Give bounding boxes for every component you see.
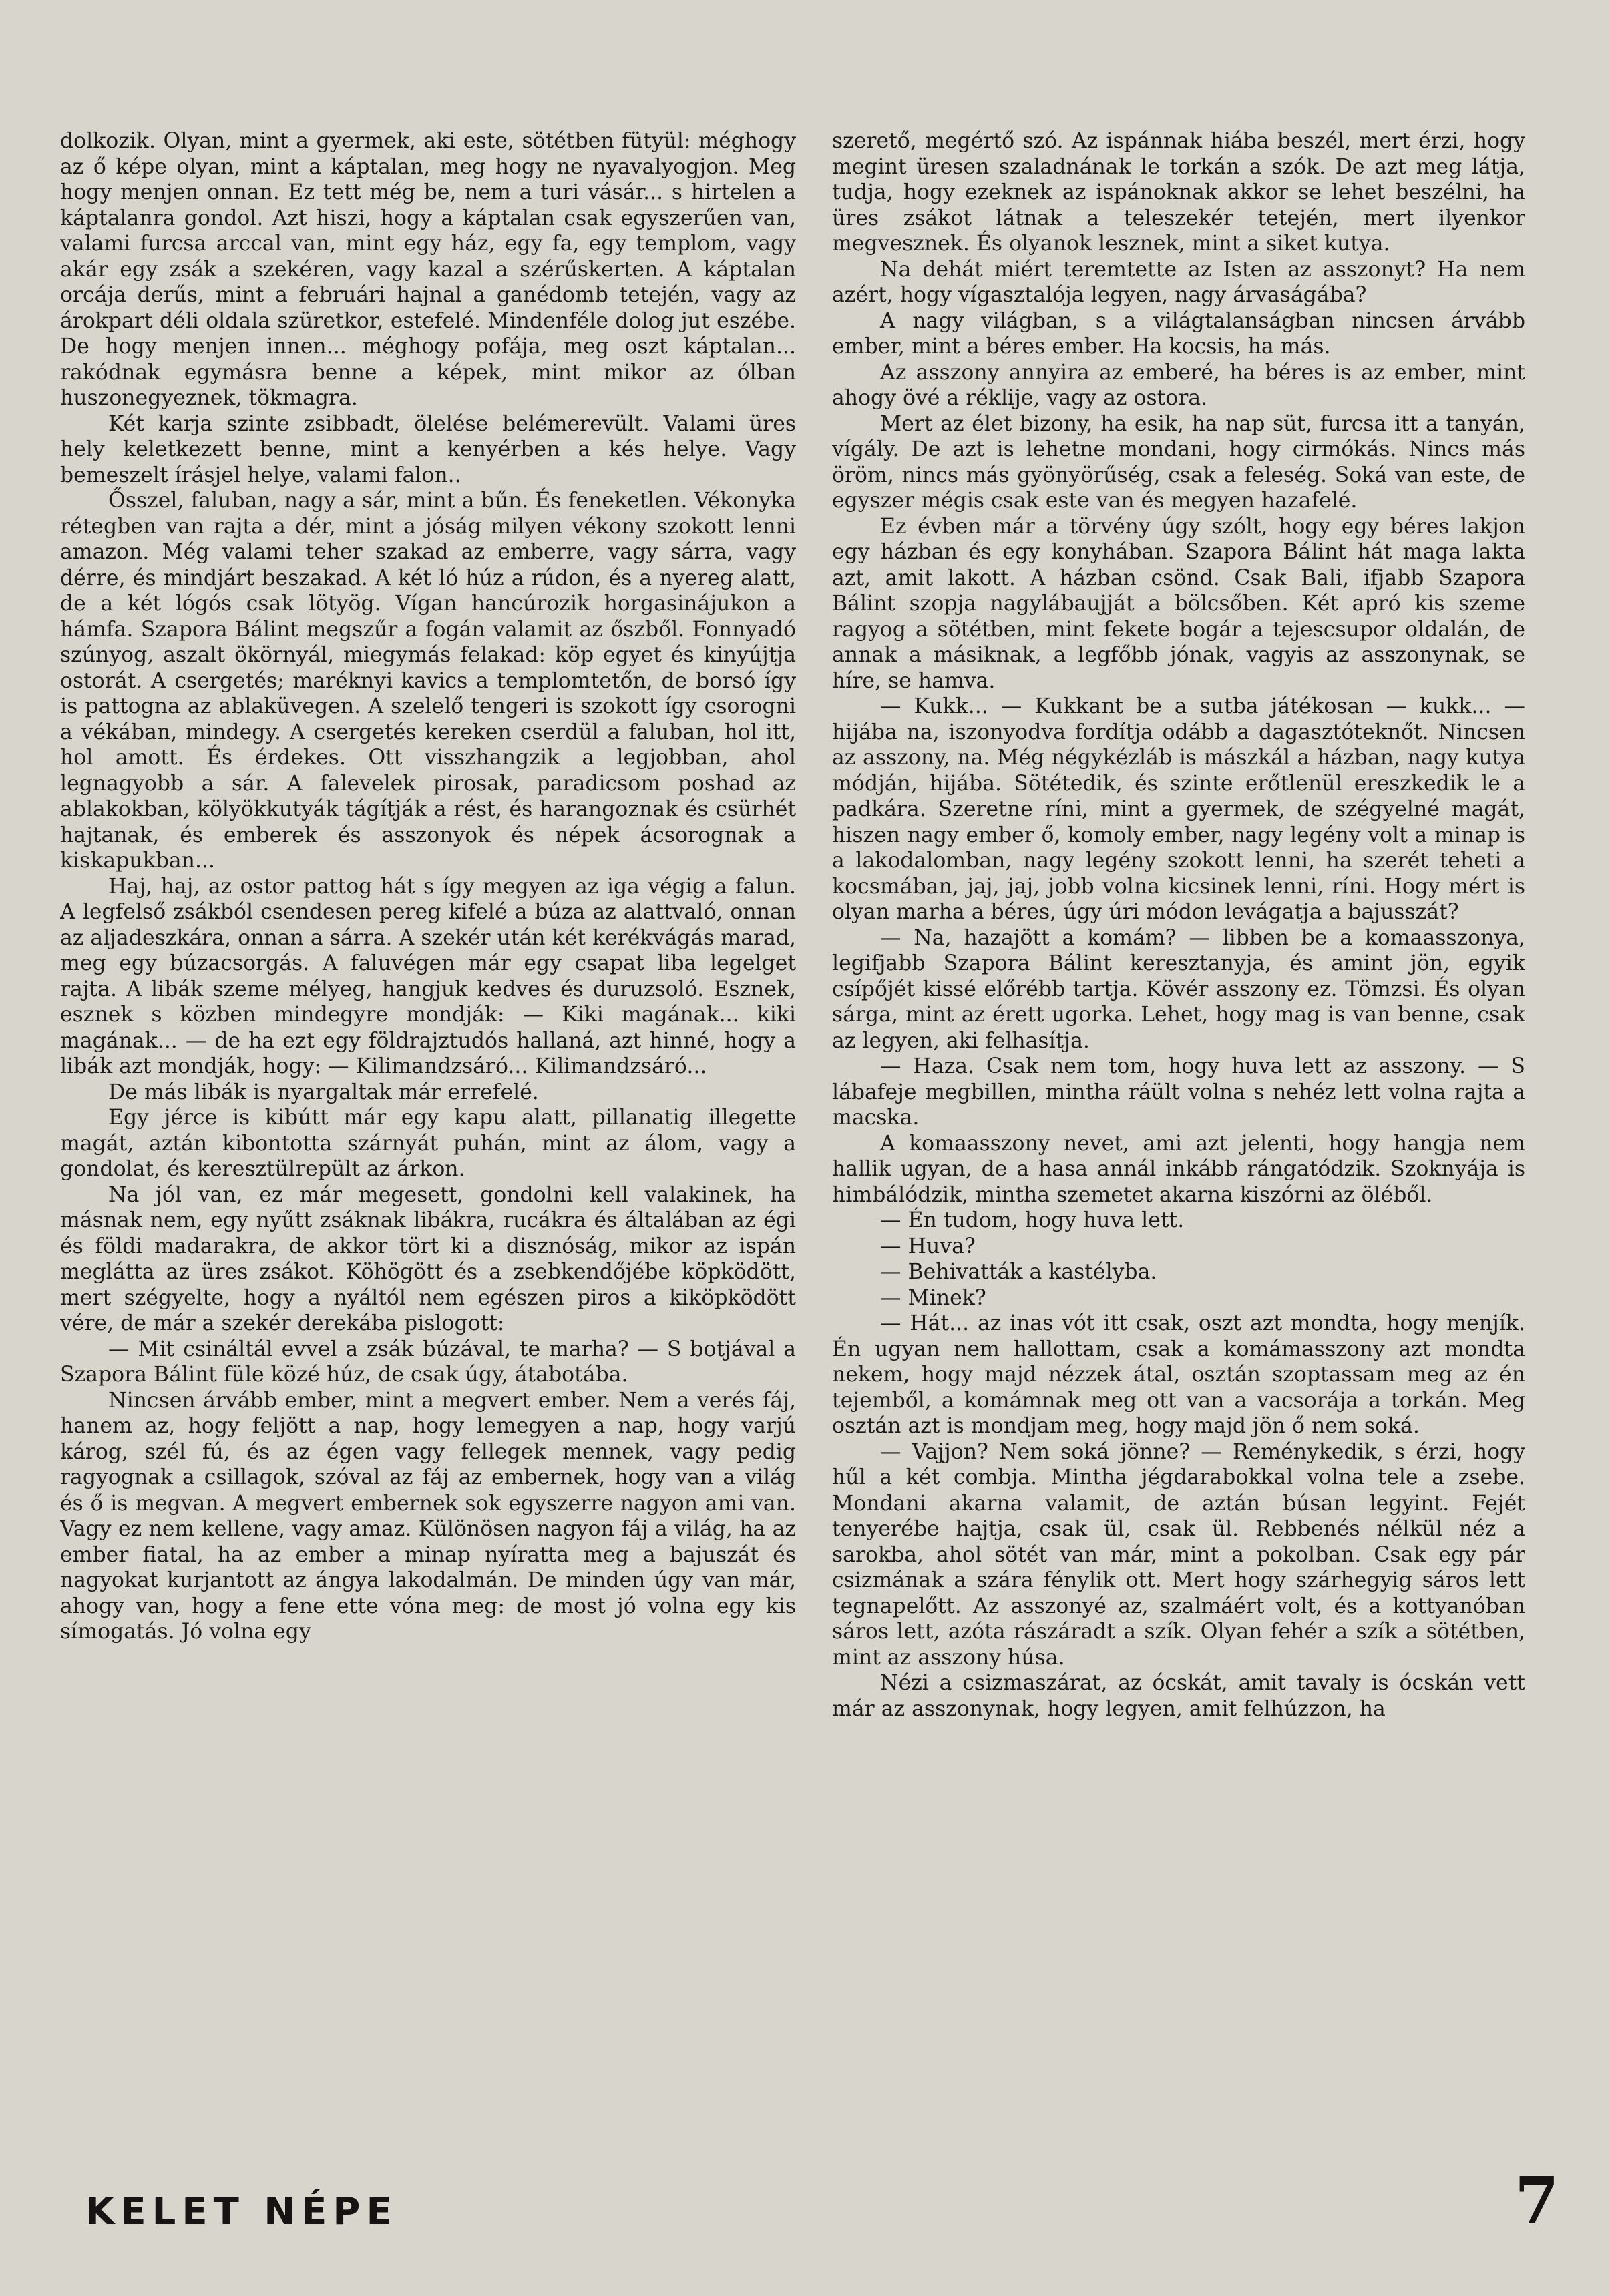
paragraph: Ősszel, faluban, nagy a sár, mint a bűn. És feneketlen. Vékonyka rétegben van rajta a dér, mint a jóság milyen vékony szokott lenni amazon. Még valami teher szakad az emberre, vagy sárra, vagy dérre, és mindjárt beszakad. A két ló húz a rúdon, és a nyereg alatt, de a két lógós csak lötyög. Vígan hancúrozik horgasinájukon a hámfa. Szapora Bálint megszűr a fogán valamit az őszből. Fonnyadó szúnyog, aszalt ökörnyál, miegymás felakad: köp egyet és kinyújtja ostorát. A csergetés; maréknyi kavics a templomtetőn, de borsó így is pattogna az ablaküvegen. A szelelő tengeri is szokott így csorogni a vékában, mindegy. A csergetés kereken cserdül a faluban, hol itt, hol amott. És érdekes. Ott visszhangzik a legjobban, ahol legnagyobb a sár. A falevelek pirosak, paradicsom poshad az ablakokban, kölyökkutyák tágítják a rést, és harangoznak és csürhét hajtanak, és emberek és asszonyok és népek ácsorognak a kiskapukban...: [60, 489, 796, 873]
paragraph: — Mit csináltál evvel a zsák búzával, te marha? — S botjával a Szapora Bálint füle közé húz, de csak úgy, átabotába.: [60, 1337, 796, 1387]
paragraph: — Haza. Csak nem tom, hogy huva lett az asszony. — S lábafeje megbillen, mintha ráült volna s nehéz lett volna rajta a macska.: [832, 1054, 1525, 1130]
paragraph: Na jól van, ez már megesett, gondolni kell valakinek, ha másnak nem, egy nyűtt zsáknak libákra, rucákra és általában az égi és földi madarakra, de akkor tört ki a disznóság, mikor az ispán meglátta az üres zsákot. Köhögött és a zsebkendőjébe köpködött, mert szégyelte, hogy a nyáltól nem egészen piros a kiköpködött vére, de már a szekér derekába pislogott:: [60, 1182, 796, 1335]
paragraph: Haj, haj, az ostor pattog hát s így megyen az iga végig a falun. A legfelső zsákból csendesen pereg kifelé a búza az alattvaló, onnan az aljadeszkára, onnan a sárra. A szekér után két kerékvágás marad, meg egy búzacsorgás. A faluvégen már egy csapat liba legelget rajta. A libák szeme mélyeg, hangjuk kedves és duruzsoló. Esznek, esznek s közben mindegyre mondják: — Kiki magának... kiki magának... — de ha ezt egy földrajztudós hallaná, azt hinné, hogy a libák azt mondják, hogy: — Kilimandzsáró... Kilimandzsáró...: [60, 874, 796, 1078]
paragraph: Nincsen árvább ember, mint a megvert ember. Nem a verés fáj, hanem az, hogy feljött a nap, hogy lemegyen a nap, hogy varjú károg, szél fú, és az égen vagy fellegek mennek, vagy pedig ragyognak a csillagok, szóval az fáj az embernek, hogy van a világ és ő is megvan. A megvert embernek sok egyszerre nagyon ami van. Vagy ez nem kellene, vagy amaz. Különösen nagyon fáj a világ, ha az ember fiatal, ha az ember a minap nyíratta meg a bajuszát és nagyokat kurjantott az ángya lakodalmán. De minden úgy van már, ahogy van, hogy a fene ette vóna meg: de most jó volna egy kis símogatás. Jó volna egy: [60, 1388, 796, 1644]
paragraph: — Huva?: [880, 1234, 976, 1258]
paragraph: — Hát... az inas vót itt csak, oszt azt mondta, hogy menjík. Én ugyan nem hallottam, csak a komámasszony azt mondta nekem, hogy majd nézzek átal, osztán szoptassam meg az én tejemből, a komámnak meg ott van a vacsorája a torkán. Meg osztán azt is mondjam meg, hogy majd jön ő nem soká.: [832, 1311, 1525, 1438]
paragraph: Az asszony annyira az emberé, ha béres is az ember, mint ahogy övé a réklije, vagy az ostora.: [832, 360, 1525, 410]
paragraph: — Én tudom, hogy huva lett.: [880, 1208, 1185, 1232]
paragraph: Két karja szinte zsibbadt, ölelése belémerevült. Valami üres hely keletkezett benne, mint a kenyérben a kés helye. Vagy bemeszelt írásjel helye, valami falon..: [60, 411, 796, 487]
article-right-column: [832, 128, 1525, 2158]
paragraph: A komaasszony nevet, ami azt jelenti, hogy hangja nem hallik ugyan, de a hasa annál inkább rángatódzik. Szoknyája is himbálódzik, mintha szemetet akarna kiszórni az öléből.: [832, 1131, 1525, 1207]
paragraph: Na dehát miért teremtette az Isten az asszonyt? Ha nem azért, hogy vígasztalója legyen, nagy árvaságába?: [832, 257, 1525, 307]
paragraph: Ez évben már a törvény úgy szólt, hogy egy béres lakjon egy házban és egy konyhában. Szapora Bálint hát maga lakta azt, amit lakott. A házban csönd. Csak Bali, ifjabb Szapora Bálint szopja nagylábaujját a bölcsőben. Két apró kis szeme ragyog a sötétben, mint fekete bogár a tejescsupor oldalán, de annak a másiknak, a legfőbb jónak, vagyis az asszonynak, se híre, se hamva.: [832, 514, 1525, 693]
paragraph: — Vajjon? Nem soká jönne? — Reménykedik, s érzi, hogy hűl a két combja. Mintha jégdarabokkal volna tele a zsebe. Mondani akarna valamit, de aztán búsan legyint. Fejét tenyerébe hajtja, csak ül, csak ül. Rebbenés nélkül néz a sarokba, ahol sötét van már, mint a pokolban. Csak egy pár csizmának a szára fénylik ott. Mert hogy szárhegyig sáros lett tegnapelőtt. Az asszonyé az, szalmáért volt, és a kottyanóban sáros lett, azóta rászáradt a szík. Olyan fehér a szík a sötétben, mint az asszony húsa.: [832, 1439, 1525, 1670]
paragraph: De más libák is nyargaltak már errefelé.: [108, 1080, 539, 1104]
paragraph: — Na, hazajött a komám? — libben be a komaasszonya, legifjabb Szapora Bálint keresztanyja, és amint jön, egyik csípőjét kissé előrébb tartja. Kövér asszony ez. Tömzsi. És olyan sárga, mint az érett ugorka. Lehet, hogy mag is van benne, csak az legyen, aki felhasítja.: [832, 925, 1525, 1053]
paragraph: dolkozik. Olyan, mint a gyermek, aki este, sötétben fütyül: méghogy az ő képe olyan, mint a káptalan, meg hogy ne nyavalyogjon. Meg hogy menjen onnan. Ez tett még be, nem a turi vásár... s hirtelen a káptalanra gondol. Azt hiszi, hogy a káptalan csak egyszerűen van, valami furcsa arccal van, mint egy ház, egy fa, egy templom, vagy akár egy zsák a szekéren, vagy kazal a szérűskerten. A káptalan orcája derűs, mint a februári hajnal a ganédomb tetején, vagy az árokpart déli oldala szüretkor, estefelé. Mindenféle dolog jut eszébe. De hogy menjen innen... méghogy pofája, meg oszt káptalan... rakódnak egymásra benne a képek, mint mikor az ólban huszonegyeznek, tökmagra.: [60, 129, 796, 410]
page-number: 7: [1515, 2163, 1559, 2239]
paragraph: — Behivatták a kastélyba.: [880, 1260, 1157, 1284]
paragraph: — Kukk... — Kukkant be a sutba játékosan — kukk... — hijába na, iszonyodva fordítja odább a dagasztóteknőt. Nincsen az asszony, na. Még négykézláb is mászkál a házban, nagy kutya módján, hijába. Sötétedik, és szinte erőtlenül ereszkedik le a padkára. Szeretne ríni, mint a gyermek, de szégyelné magát, hiszen nagy ember ő, komoly ember, nagy legény volt a minap is a lakodalomban, nagy legény szokott lenni, ha szerét teheti a kocsmában, jaj, jaj, jobb volna kicsinek lenni, ríni. Hogy mért is olyan marha a béres, úgy úri módon levágatja a bajusszát?: [832, 694, 1525, 924]
magazine-title: KELET NÉPE: [85, 2190, 398, 2233]
paragraph: Nézi a csizmaszárat, az ócskát, amit tavaly is ócskán vett már az asszonynak, hogy legyen, amit felhúzzon, ha: [832, 1671, 1525, 1721]
article-left-column: [60, 128, 796, 2158]
paragraph: Mert az élet bizony, ha esik, ha nap süt, furcsa itt a tanyán, vígály. De azt is lehetne mondani, hogy cirmókás. Nincs más öröm, nincs más gyönyörűség, csak a feleség. Soká van este, de egyszer mégis csak este van és megyen hazafelé.: [832, 411, 1525, 513]
paragraph: — Minek?: [880, 1285, 986, 1310]
paragraph: szerető, megértő szó. Az ispánnak hiába beszél, mert érzi, hogy megint üresen szaladnának le torkán a szók. De azt meg látja, tudja, hogy ezeknek az ispánoknak akkor se lehet beszélni, ha üres zsákot látnak a teleszekér tetején, mert ilyenkor megvesznek. És olyanok lesznek, mint a siket kutya.: [832, 129, 1525, 256]
paragraph: Egy jérce is kibútt már egy kapu alatt, pillanatig illegette magát, aztán kibontotta szárnyát puhán, mint az álom, vagy a gondolat, és keresztülrepült az árkon.: [60, 1106, 796, 1181]
paragraph: A nagy világban, s a világtalanságban nincsen árvább ember, mint a béres ember. Ha kocsis, ha más.: [832, 308, 1525, 359]
